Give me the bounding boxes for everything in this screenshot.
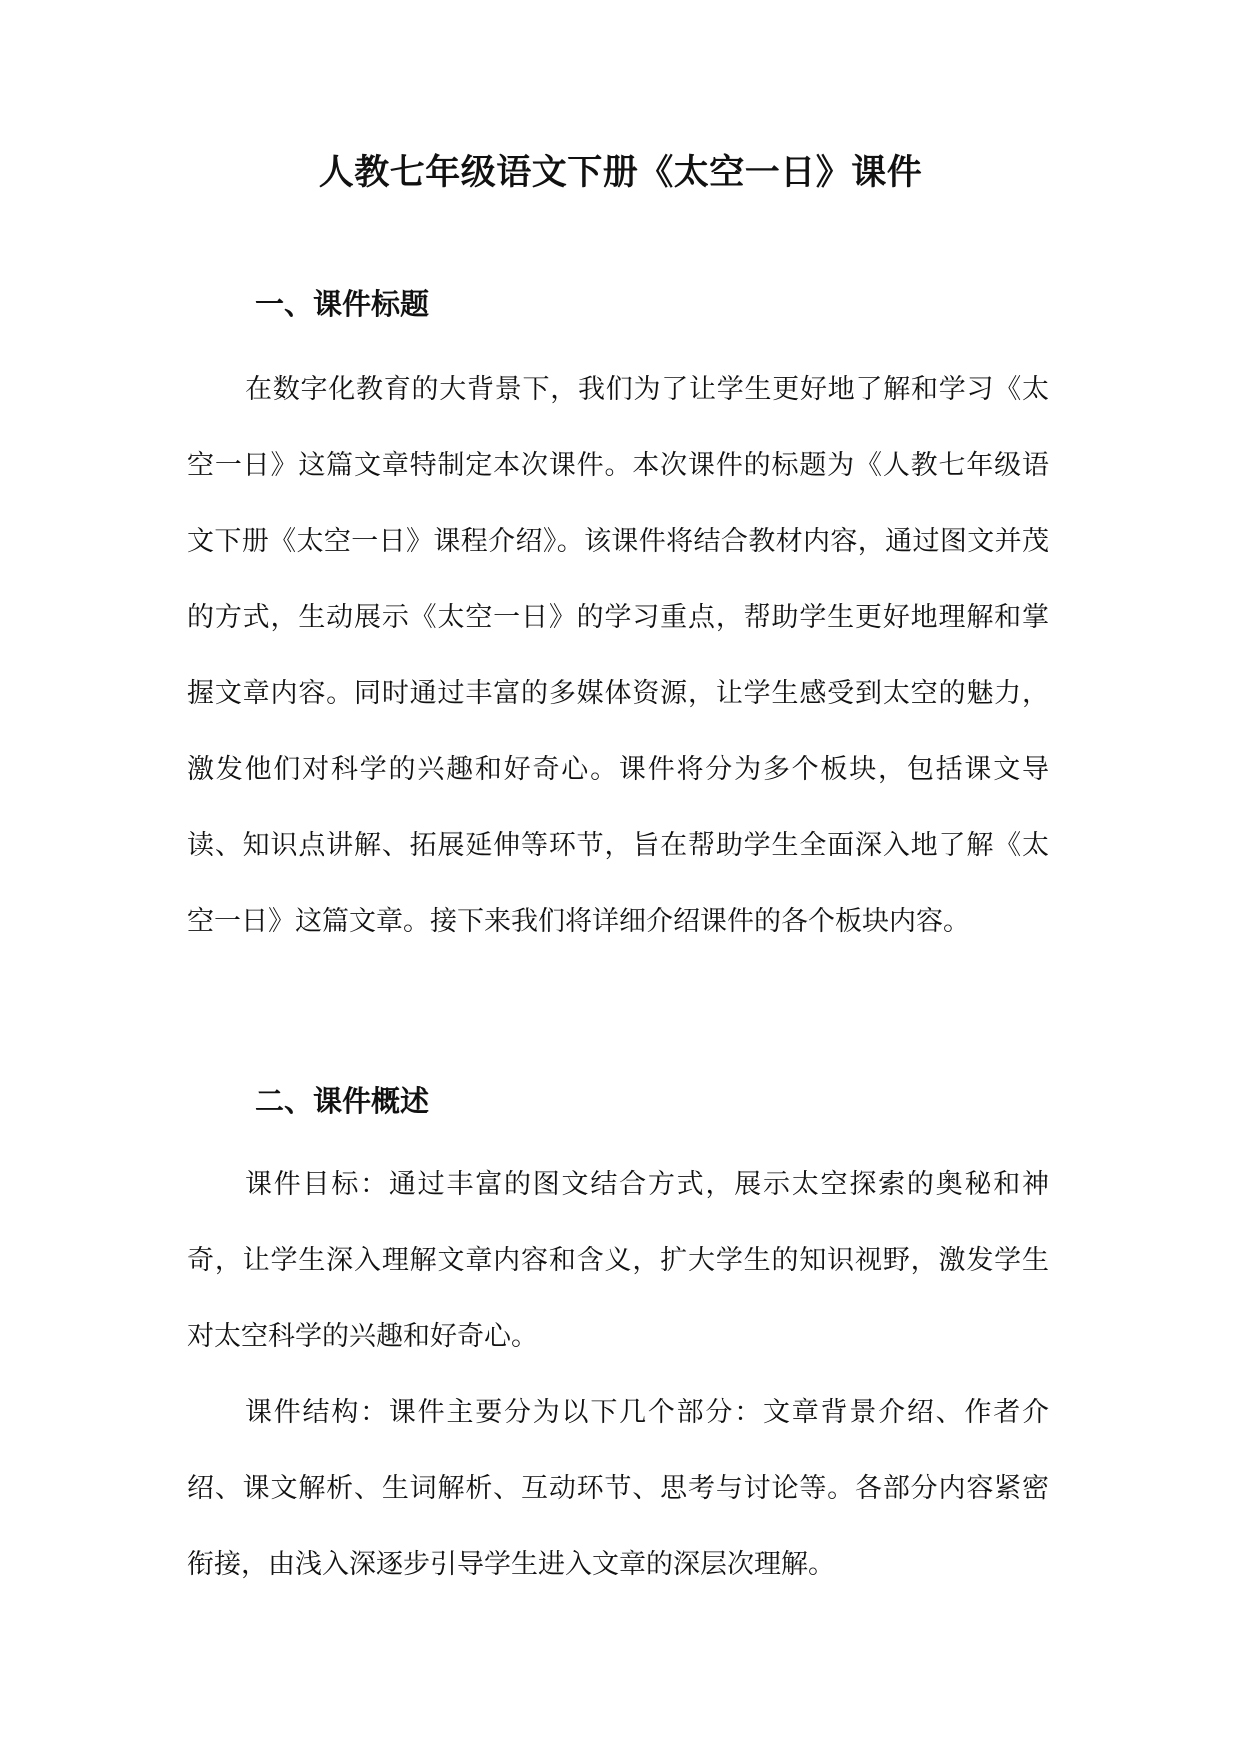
document-title: 人教七年级语文下册《太空一日》课件 xyxy=(318,153,923,193)
courseware-goal-paragraph: 课件目标：通过丰富的图文结合方式，展示太空探索的奥秘和神奇，让学生深入理解文章内容和含义，扩大学生的知识视野，激发学生对太空科学的兴趣和好奇心。 xyxy=(187,1169,1049,1352)
courseware-title-paragraph: 在数字化教育的大背景下，我们为了让学生更好地了解和学习《太空一日》这篇文章特制定本次课件。本次课件的标题为《人教七年级语文下册《太空一日》课程介绍》。该课件将结合教材内容，通过图文并茂的方式，生动展示《太空一日》的学习重点，帮助学生更好地理解和掌握文章内容。同时通过丰富的多媒体资源，让学生感受到太空的魅力，激发他们对科学的兴趣和好奇心。课件将分为多个板块，包括课文导读、知识点讲解、拓展延伸等环节，旨在帮助学生全面深入地了解《太空一日》这篇文章。接下来我们将详细介绍课件的各个板块内容。 xyxy=(187,374,1049,937)
section-heading-courseware-title: 一、课件标题 xyxy=(255,287,430,321)
courseware-structure-paragraph: 课件结构：课件主要分为以下几个部分：文章背景介绍、作者介绍、课文解析、生词解析、互动环节、思考与讨论等。各部分内容紧密衔接，由浅入深逐步引导学生进入文章的深层次理解。 xyxy=(187,1397,1049,1580)
section-heading-courseware-overview: 二、课件概述 xyxy=(255,1084,430,1118)
